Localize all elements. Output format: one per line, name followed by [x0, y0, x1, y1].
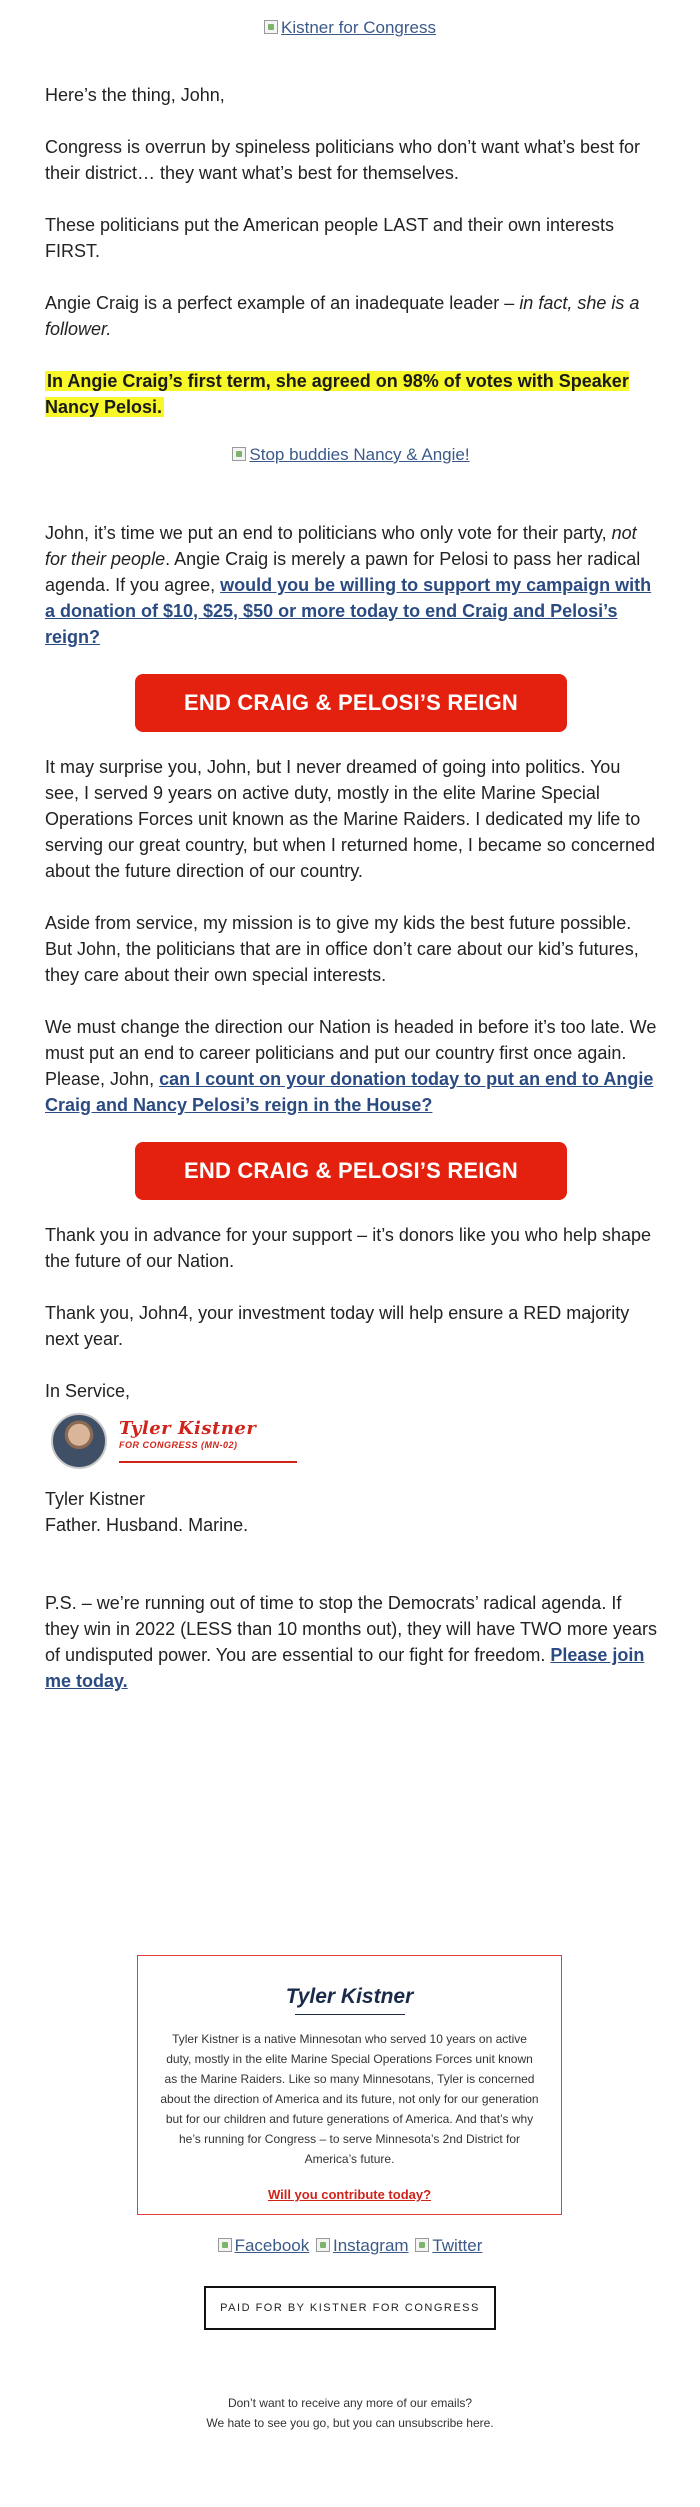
- greeting: Here’s the thing, John,: [45, 85, 225, 105]
- paragraph-7-text: We must change the direction our Nation is headed in before it’s too late. We must put an end to career politicians and put our country first once again. Please, John,: [45, 1017, 657, 1089]
- paragraph-4-text-mid: . Angie Craig is merely a pawn for Pelosi to pass her radical agenda. If you agree,: [45, 549, 641, 595]
- paragraph-4-text: John, it’s time we put an end to politicians who only vote for their party,: [45, 523, 612, 543]
- bio-divider: [295, 2014, 405, 2015]
- bio-box: [137, 1955, 562, 2215]
- header-image-link[interactable]: [264, 18, 436, 37]
- signer-name: Tyler Kistner: [45, 1489, 146, 1509]
- highlight-paragraph: [45, 368, 657, 420]
- paragraph-3-emphasis: in fact, she is a follower.: [45, 293, 640, 339]
- join-link[interactable]: Please join me today.: [45, 1645, 645, 1691]
- closing: In Service,: [45, 1381, 131, 1401]
- header-image[interactable]: [0, 18, 700, 38]
- broken-image-icon: [232, 447, 246, 461]
- bio-title: Tyler Kistner: [285, 1985, 414, 2008]
- letter-body: [45, 82, 657, 1720]
- social-links: [0, 2236, 700, 2256]
- signature-divider: [119, 1461, 297, 1463]
- postscript-text: P.S. – we’re running out of time to stop the Democrats’ radical agenda. If they win in 2022 (LESS than 10 months out), they will have TWO more years of undisputed power. You are essential to our fight for freedom.: [45, 1593, 657, 1665]
- postscript: [45, 1590, 657, 1694]
- signature-name: Tyler Kistner: [119, 1418, 257, 1439]
- paragraph-4: [45, 520, 657, 650]
- spacer: [45, 1564, 657, 1590]
- bio-text: Tyler Kistner is a native Minnesotan who served 10 years on active duty, mostly in the elite Marine Special Operations Forces unit known as the Marine Raiders. Like so many Minnesotans, Tyler is concerned about the direction of America and its future, not only for our generation but for our children and future generations of America. And that’s why he’s running for Congress – to serve Minnesota’s 2nd District for America’s future.: [160, 2032, 539, 2166]
- end-reign-button-2[interactable]: END CRAIG & PELOSI’S REIGN: [135, 1142, 567, 1200]
- stop-buddies-image-alt: Stop buddies Nancy & Angie!: [249, 445, 470, 464]
- unsubscribe-line-1: Don’t want to receive any more of our emails?: [227, 2396, 473, 2410]
- twitter-icon: [415, 2238, 429, 2252]
- instagram-link[interactable]: [316, 2236, 409, 2255]
- contribute-link[interactable]: Will you contribute today?: [267, 2187, 432, 2202]
- paragraph-1: Congress is overrun by spineless politicians who don’t want what’s best for their district… they want what’s best for themselves.: [45, 137, 640, 183]
- paragraph-7: [45, 1014, 657, 1118]
- signer-tagline: Father. Husband. Marine.: [45, 1515, 249, 1535]
- instagram-icon: [316, 2238, 330, 2252]
- facebook-link[interactable]: [218, 2236, 310, 2255]
- header-image-alt: Kistner for Congress: [281, 18, 436, 37]
- paid-for-box: PAID FOR BY KISTNER FOR CONGRESS: [204, 2286, 496, 2330]
- paragraph-2: These politicians put the American people LAST and their own interests FIRST.: [45, 215, 614, 261]
- stop-buddies-image-link[interactable]: [232, 445, 469, 464]
- instagram-label: Instagram: [333, 2236, 409, 2255]
- stop-buddies-image[interactable]: [45, 442, 657, 468]
- twitter-link[interactable]: [415, 2236, 482, 2255]
- paragraph-9: Thank you, John4, your investment today will help ensure a RED majority next year.: [45, 1303, 630, 1349]
- unsubscribe-section: [0, 2393, 700, 2433]
- paragraph-6: Aside from service, my mission is to give my kids the best future possible. But John, the politicians that are in office don’t care about our kid’s futures, they care about their own special interests.: [45, 913, 639, 985]
- paragraph-4-emphasis: not for their people: [45, 523, 637, 569]
- facebook-icon: [218, 2238, 232, 2252]
- paragraph-3-text: Angie Craig is a perfect example of an inadequate leader –: [45, 293, 520, 313]
- donate-link-2[interactable]: can I count on your donation today to put an end to Angie Craig and Nancy Pelosi’s reign in the House?: [45, 1069, 654, 1115]
- avatar: [51, 1413, 107, 1469]
- end-reign-button-1[interactable]: END CRAIG & PELOSI’S REIGN: [135, 674, 567, 732]
- spacer: [45, 1538, 657, 1564]
- paragraph-5: It may surprise you, John, but I never dreamed of going into politics. You see, I served 9 years on active duty, mostly in the elite Marine Special Operations Forces unit known as the Marine Raiders. I dedicated my life to serving our great country, but when I returned home, I became so concerned about the future direction of our country.: [45, 757, 656, 881]
- signature-logo: [119, 1419, 297, 1463]
- twitter-label: Twitter: [432, 2236, 483, 2255]
- highlight-text: In Angie Craig’s first term, she agreed on 98% of votes with Speaker Nancy Pelosi.: [45, 371, 629, 417]
- broken-image-icon: [264, 20, 278, 34]
- signature-subtitle: FOR CONGRESS (MN-02): [119, 1440, 238, 1450]
- paragraph-8: Thank you in advance for your support – it’s donors like you who help shape the future of our Nation.: [45, 1225, 652, 1271]
- unsubscribe-link[interactable]: We hate to see you go, but you can unsubscribe here.: [206, 2416, 494, 2430]
- paragraph-3: [45, 290, 657, 342]
- signature-block: [51, 1406, 657, 1476]
- donate-link-1[interactable]: would you be willing to support my campaign with a donation of $10, $25, $50 or more today to end Craig and Pelosi’s reign?: [45, 575, 652, 647]
- facebook-label: Facebook: [234, 2236, 310, 2255]
